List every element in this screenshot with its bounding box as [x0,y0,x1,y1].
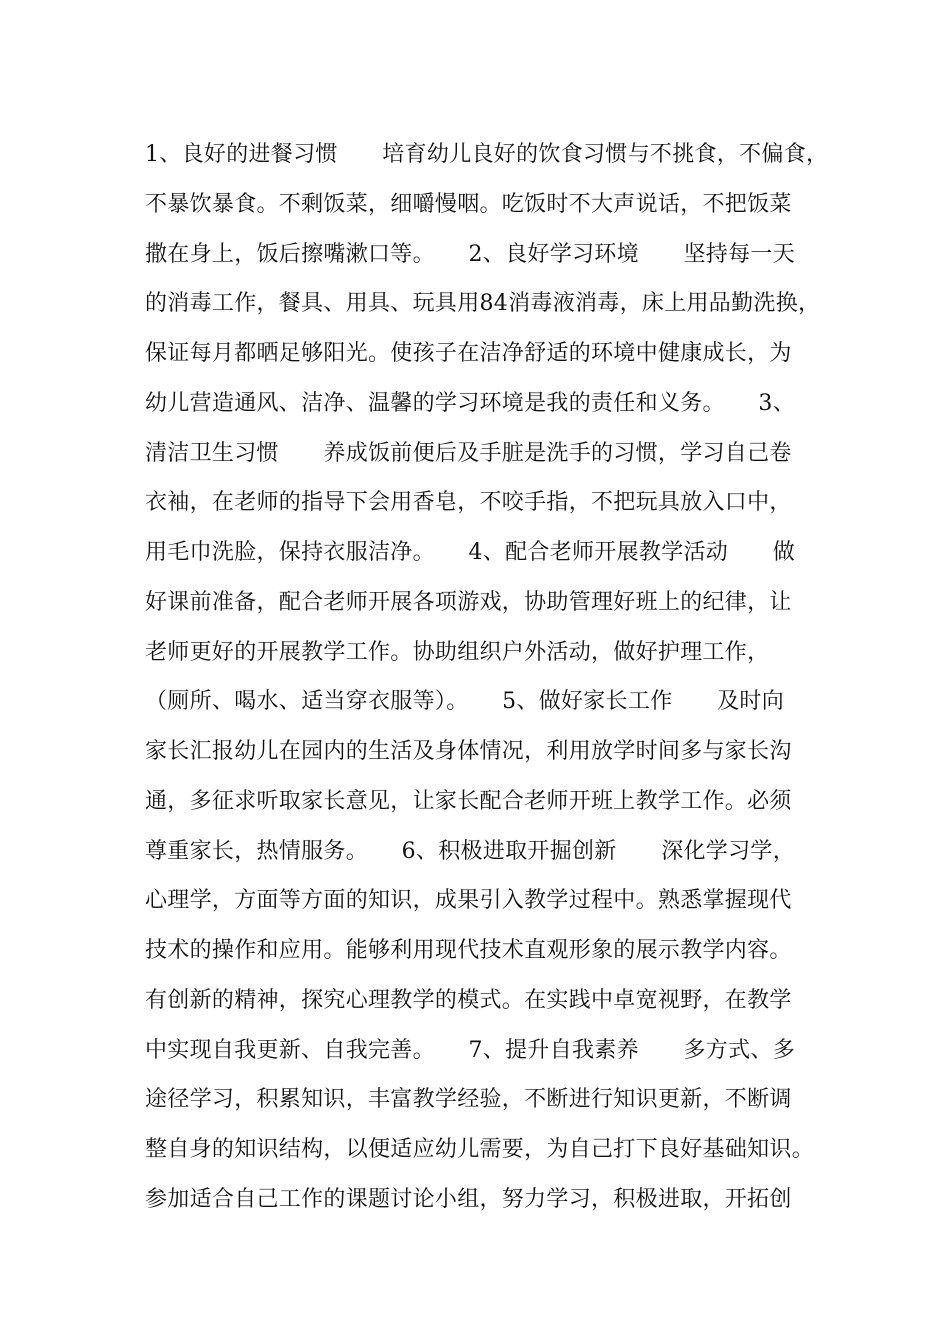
text-line: 途径学习，积累知识，丰富教学经验，不断进行知识更新，不断调 [145,1087,792,1113]
text-line: 幼儿营造通风、洁净、温馨的学习环境是我的责任和义务。 3、 [145,390,795,416]
text-line: 老师更好的开展教学工作。协助组织户外活动，做好护理工作， [145,639,770,665]
text-line: 家长汇报幼儿在园内的生活及身体情况，利用放学时间多与家长沟 [145,739,792,764]
text-line: 有创新的精神，探究心理教学的模式。在实践中卓宽视野，在教学 [145,987,792,1013]
body-text [145,130,835,1225]
text-line: 参加适合自己工作的课题讨论小组，努力学习，积极进取，开拓创 [145,1186,792,1212]
text-line: 清洁卫生习惯 养成饭前便后及手脏是洗手的习惯，学习自己卷 [145,440,792,466]
text-line: 整自身的知识结构，以便适应幼儿需要，为自己打下良好基础知识。 [145,1137,815,1162]
text-line: 技术的操作和应用。能够利用现代技术直观形象的展示教学内容。 [145,938,792,963]
text-line: 好课前准备，配合老师开展各项游戏，协助管理好班上的纪律，让 [145,589,792,615]
text-line: 心理学，方面等方面的知识，成果引入教学过程中。熟悉掌握现代 [145,888,792,914]
text-line: 通，多征求听取家长意见，让家长配合老师开班上教学工作。必须 [145,788,792,814]
text-line: 撒在身上，饭后擦嘴漱口等。 2、良好学习环境 坚持每一天 [145,241,795,267]
text-line: 衣袖，在老师的指导下会用香皂，不咬手指，不把玩具放入口中， [145,490,792,516]
text-line: 的消毒工作，餐具、用具、玩具用84消毒液消毒，床上用品勤洗换， [145,291,821,317]
text-line: 用毛巾洗脸，保持衣服洁净。 4、配合老师开展教学活动 做 [145,540,795,565]
text-line: 保证每月都晒足够阳光。使孩子在洁净舒适的环境中健康成长，为 [145,341,792,366]
text-line: 中实现自我更新、自我完善。 7、提升自我素养 多方式、多 [145,1037,795,1063]
text-line: （厕所、喝水、适当穿衣服等）。 5、做好家长工作 及时向 [145,689,784,715]
text-line: 1、良好的进餐习惯 培育幼儿良好的饮食习惯与不挑食，不偏食， [145,142,829,167]
text-line: 尊重家长，热情服务。 6、积极进取开掘创新 深化学习学， [145,838,795,864]
text-line: 不暴饮暴食。不剩饭菜，细嚼慢咽。吃饭时不大声说话，不把饭菜 [145,191,792,217]
